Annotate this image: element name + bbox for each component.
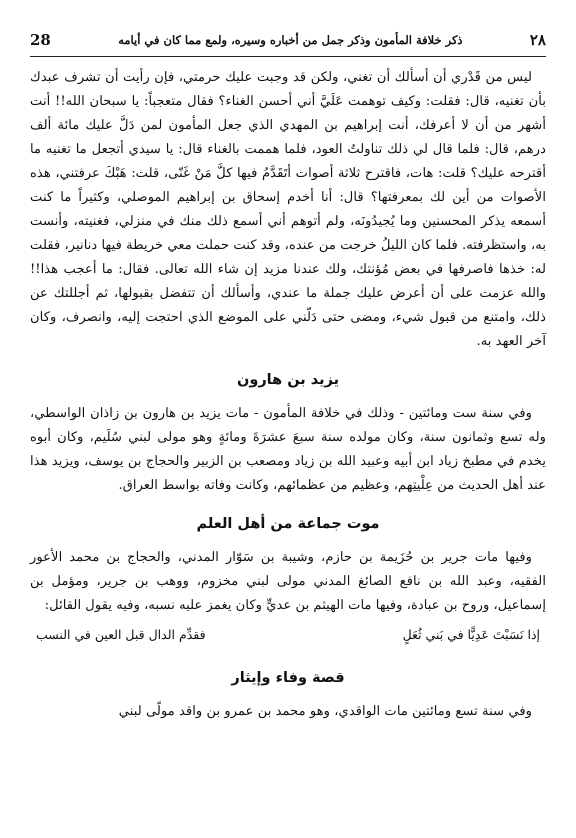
- header-rule: [30, 56, 546, 57]
- page-header: [30, 28, 546, 52]
- page-body: [30, 66, 546, 724]
- scholars-paragraph: وفيها مات جرير بن حُزَيمة بن حازم، وشيبة بن سَوّار المدني، والحجاج بن محمد الأعور الفقيه، وعبد الله بن نافع الصائغ المدني مولى لبني مخزوم، ووهب بن جرير، ومؤمل بن إسماعيل، وروح بن عبادة، وفيها مات الهيثم بن عديٍّ وكان يغمز عليه نسبه، وفيه يقول القائل:: [30, 550, 546, 613]
- section-heading-loyalty: قصة وفاء وإيثار: [231, 670, 345, 686]
- running-title: ذكر خلافة المأمون وذكر جمل من أخباره وسيره، ولمع مما كان في أيامه: [118, 33, 463, 47]
- yazid-paragraph: وفي سنة ست ومائتين - وذلك في خلافة المأمون - مات يزيد بن هارون بن زاذان الواسطي، وله تسع وثمانون سنة، وكان مولده سنة سبعَ عشرَةَ ومائةٍ وهو مولى لبني سُلَيم، وكان أبوه يخدم في مطبخ زياد ابن أبيه وعبيد الله بن زياد ومصعب بن الزبير والحجاج بن يوسف، ويزيد هذا عند أهل الحديث من عِلْيتِهم، وعظيم من عظمائهم، وكانت وفاته بواسط العراق.: [30, 406, 546, 493]
- section-heading-yazid: يزيد بن هارون: [236, 372, 340, 388]
- opening-paragraph: ليس من قَدْري أن أسألك أن تغني، ولكن قد وجبت عليك حرمتي، فإن رأيت أن تشرف عبدك بأن تغنيه، قال: فقلت: وكيف توهمت عَلَيَّ أني أحسن الغناء؟ فقال متعجباً: يا سبحان الله!! أنت أشهر من أن لا أعرفك، أنت إبراهيم بن المهدي الذي جعل المأمون لمن دَلَّ عليك مائة ألف درهم، قال: فلما قال لي ذلك تناولتُ العود، فلما هممت بالغناء قال: يا سيدي أتجعل ما تغنيه ما أقترحه عليك؟ قلت: هات، فاقترح ثلاثة أصوات أتَقَدَّمُ فيها كلَّ مَنْ غَنّى، قلت: هَبْكَ عرفتني، هذه الأصوات من أين لك بمعرفتها؟ قال: أنا أخدم إسحاق بن إبراهيم الموصلي، وكثيراً ما كنت أسمعه يذكر المحسنين وما يُجيدُونَه، ولم أتوهم أني أسمع ذلك منك في منزلي، فغنيته، وأنست به، واستظرفته. فلما كان الليلُ خرجت من عنده، وقد كنت حملت معي خريطة فيها دنانير، فقلت له: خذها فاصرفها في بعض مُؤنتك، ولك عندنا مزيد إن شاء الله تعالى. فقال: ما أعجب هذا!! والله عزمت على أن أعرض عليك جملة ما عندي، وأسألك أن تتفضل بقبولها، ثم أجللتك عن ذلك، وامتنع من قبول شيء، ومضى حتى دَلّني على الموضع الذي احتجت إليه، وانصرف، وكان آخر العهد به.: [30, 70, 546, 349]
- page-number: ٢٨: [529, 31, 546, 49]
- poem-second-hemistich: فقدِّم الدال قبل العين في النسب: [36, 627, 206, 642]
- loyalty-paragraph: وفي سنة تسع ومائتين مات الواقدي، وهو محمد بن عمرو بن واقد مولًى لبني: [118, 704, 532, 719]
- poem-verse: [30, 618, 546, 652]
- page-number-latin: 28: [30, 31, 51, 49]
- poem-first-hemistich: إذا نَسَبْتَ عَدِيًّا في بَني ثُعَلٍ: [402, 627, 540, 642]
- section-heading-scholars: موت جماعة من أهل العلم: [196, 516, 380, 532]
